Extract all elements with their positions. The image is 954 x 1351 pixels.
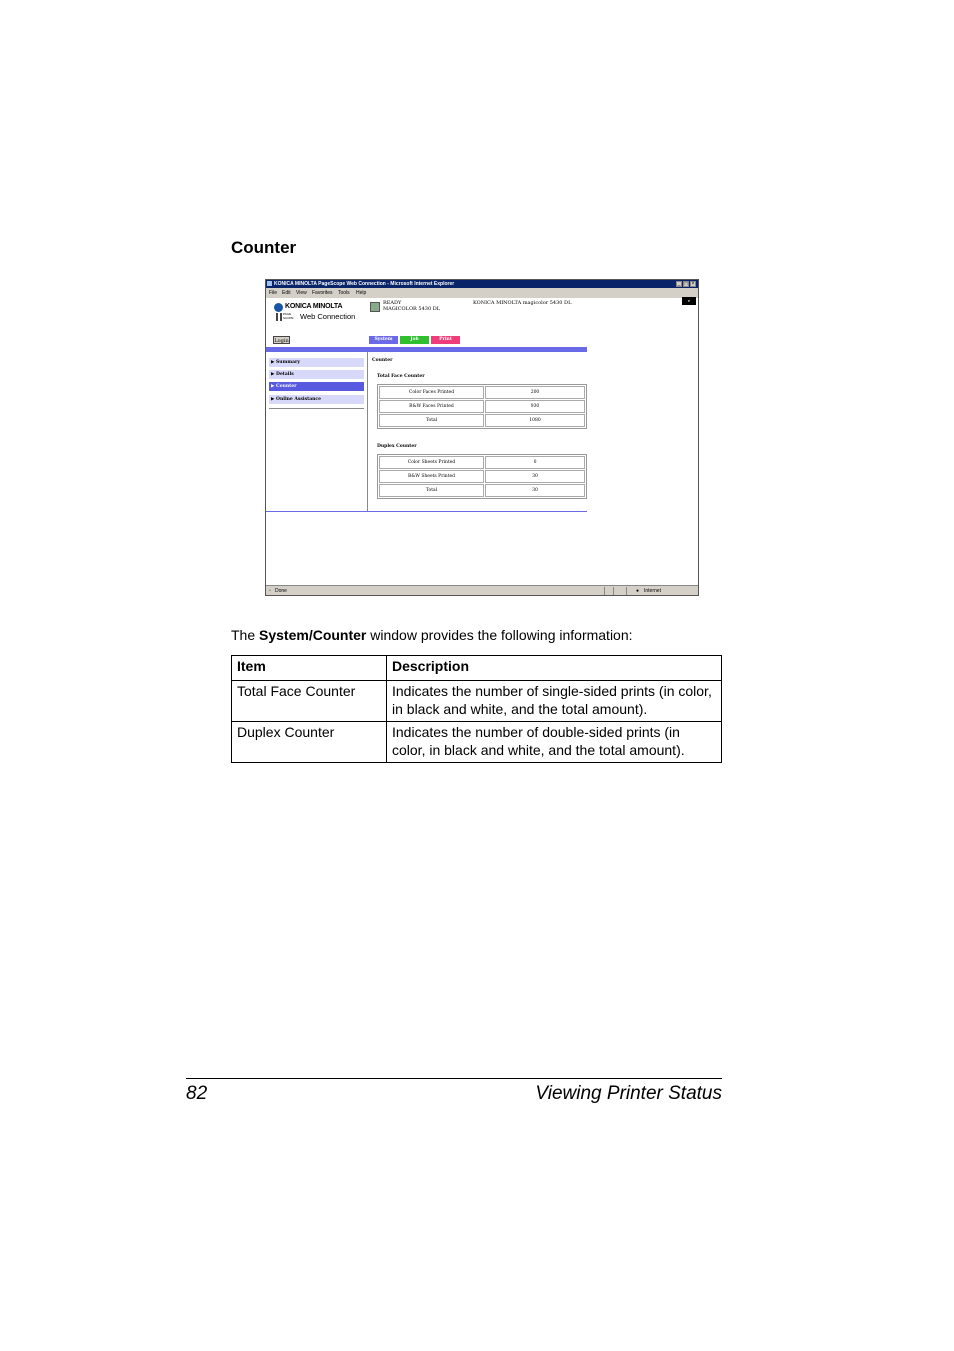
- intro-text-after: window provides the following information:: [366, 627, 633, 643]
- sidebar-item-online-assistance[interactable]: [269, 395, 364, 404]
- vertical-divider: [367, 352, 368, 512]
- web-connection-screenshot: [265, 279, 699, 596]
- windows-logo-icon: e: [682, 297, 696, 305]
- ie-app-icon: [267, 281, 272, 286]
- status-divider: [604, 587, 605, 595]
- sidebar-item-counter[interactable]: [269, 382, 364, 391]
- table-row: [379, 470, 585, 483]
- column-header-description: Description: [387, 656, 722, 681]
- content-title: Counter: [372, 358, 393, 363]
- printer-status-icon: [370, 302, 380, 312]
- running-footer-title: Viewing Printer Status: [535, 1083, 722, 1104]
- brand-name: KONICA MINOLTA: [285, 303, 343, 310]
- arrow-right-icon: ▶: [271, 384, 275, 389]
- total-face-counter-title: Total Face Counter: [377, 374, 425, 379]
- column-header-item: Item: [232, 656, 387, 681]
- sidebar-item-summary[interactable]: [269, 358, 364, 367]
- counter-value: 200: [485, 386, 585, 399]
- tab-print[interactable]: Print: [431, 336, 460, 344]
- printer-status: READY: [383, 300, 402, 306]
- counter-label: Color Sheets Printed: [379, 456, 484, 469]
- table-row: [379, 414, 585, 427]
- counter-value: 0: [485, 456, 585, 469]
- status-divider: [626, 587, 627, 595]
- product-name: Web Connection: [300, 312, 356, 321]
- counter-value: 930: [485, 400, 585, 413]
- arrow-right-icon: ▶: [271, 372, 275, 377]
- printer-model-name: KONICA MINOLTA magicolor 5430 DL: [473, 300, 572, 306]
- footer-rule: [186, 1078, 722, 1079]
- duplex-counter-table: [377, 454, 587, 499]
- counter-label: B&W Sheets Printed: [379, 470, 484, 483]
- status-divider: [613, 587, 614, 595]
- sidebar-item-label: Online Assistance: [276, 397, 322, 402]
- duplex-counter-title: Duplex Counter: [377, 444, 417, 449]
- pagescope-label: PAGE SCOPE: [283, 312, 294, 320]
- header-bar: [266, 347, 587, 352]
- maximize-icon[interactable]: □: [684, 281, 688, 287]
- total-face-counter-table: [377, 384, 587, 429]
- printer-status-model: MAGICOLOR 5430 DL: [383, 306, 441, 312]
- description-table: [231, 655, 722, 763]
- tab-system[interactable]: System: [369, 336, 398, 344]
- login-button[interactable]: Login: [274, 338, 289, 344]
- intro-paragraph: [231, 627, 633, 643]
- page-icon: ▫: [269, 588, 271, 594]
- counter-value: 30: [485, 484, 585, 497]
- counter-label: Total: [379, 484, 484, 497]
- description-cell: Indicates the number of single-sided prints (in color, in black and white, and the total amount).: [387, 681, 722, 722]
- sidebar-divider: [269, 408, 364, 409]
- table-header-row: [232, 656, 722, 681]
- status-bar: [266, 585, 698, 596]
- counter-label: Color Faces Printed: [379, 386, 484, 399]
- counter-label: B&W Faces Printed: [379, 400, 484, 413]
- page-number: 82: [186, 1083, 208, 1104]
- table-row: [232, 722, 722, 763]
- description-cell: Indicates the number of double-sided prints (in color, in black and white, and the total amount).: [387, 722, 722, 763]
- item-cell: Total Face Counter: [232, 681, 387, 722]
- table-row: [379, 400, 585, 413]
- sidebar-item-label: Details: [276, 372, 294, 377]
- section-heading: Counter: [231, 238, 297, 257]
- menu-view[interactable]: View: [296, 290, 307, 296]
- sidebar-item-details[interactable]: [269, 370, 364, 379]
- window-title: KONICA MINOLTA PageScope Web Connection - Microsoft Internet Explorer: [274, 281, 455, 287]
- pagescope-logo-icon: [276, 313, 282, 321]
- counter-label: Total: [379, 414, 484, 427]
- table-row: [379, 456, 585, 469]
- intro-bold-term: System/Counter: [259, 627, 367, 643]
- menu-help[interactable]: Help: [356, 290, 367, 296]
- item-cell: Duplex Counter: [232, 722, 387, 763]
- zone-text: Internet: [644, 588, 661, 594]
- table-row: [232, 681, 722, 722]
- close-icon[interactable]: ×: [691, 281, 695, 287]
- arrow-right-icon: ▶: [271, 360, 275, 365]
- menu-file[interactable]: File: [269, 290, 278, 296]
- counter-value: 30: [485, 470, 585, 483]
- sidebar-item-label: Summary: [276, 360, 300, 365]
- konica-minolta-logo-icon: [274, 303, 283, 312]
- window-titlebar: [266, 280, 698, 288]
- arrow-right-icon: ▶: [271, 397, 275, 402]
- globe-icon: ●: [636, 588, 640, 594]
- table-row: [379, 386, 585, 399]
- menu-edit[interactable]: Edit: [282, 290, 291, 296]
- content-bottom-rule: [266, 511, 587, 512]
- minimize-icon[interactable]: _: [677, 281, 681, 287]
- status-text: Done: [275, 588, 287, 594]
- menu-tools[interactable]: Tools: [338, 290, 350, 296]
- sidebar-item-label: Counter: [276, 384, 297, 389]
- counter-value: 1080: [485, 414, 585, 427]
- intro-text-before: The: [231, 627, 260, 643]
- tab-job[interactable]: Job: [400, 336, 429, 344]
- menu-favorites[interactable]: Favorites: [312, 290, 333, 296]
- table-row: [379, 484, 585, 497]
